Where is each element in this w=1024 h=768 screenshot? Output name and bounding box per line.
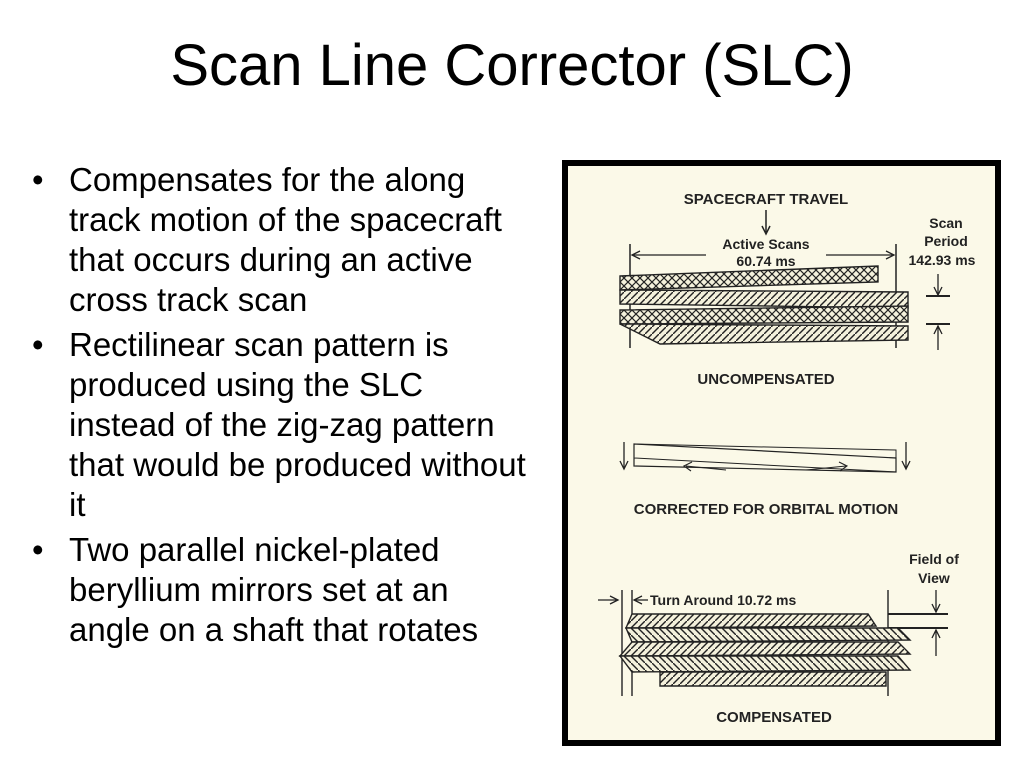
compensated-scan-strip xyxy=(660,672,886,686)
bullet-item xyxy=(28,325,528,525)
fov-label-2: View xyxy=(918,570,950,586)
active-scans-label: Active Scans xyxy=(722,236,810,252)
scan-diagram-svg xyxy=(568,166,995,740)
uncompensated-scan-strip xyxy=(620,306,908,324)
bullet-text: Rectilinear scan pattern is produced using the SLC instead of the zig-zag pattern that would be produced without it xyxy=(69,326,526,523)
slide-title: Scan Line Corrector (SLC) xyxy=(170,33,854,98)
uncompensated-scan-strip xyxy=(620,266,878,290)
bullet-item xyxy=(28,530,528,650)
scan-period-value: 142.93 ms xyxy=(908,252,976,268)
uncompensated-scan-strip xyxy=(620,290,908,308)
bullet-text: Two parallel nickel-plated beryllium mirrors set at an angle on a shaft that rotates xyxy=(69,531,479,648)
scan-period-label: Scan xyxy=(929,215,963,231)
scan-period-label-2: Period xyxy=(924,233,968,249)
bullet-list xyxy=(28,160,528,655)
fov-label: Field of xyxy=(909,551,959,567)
bullet-dot: • xyxy=(32,161,44,198)
compensated-scan-strip xyxy=(626,614,876,628)
uncompensated-label: UNCOMPENSATED xyxy=(697,371,835,388)
bullet-item xyxy=(28,160,528,320)
compensated-scan-strip xyxy=(626,628,910,642)
active-scans-value: 60.74 ms xyxy=(736,253,796,269)
compensated-scan-strip xyxy=(620,642,910,656)
bullet-dot: • xyxy=(32,326,44,363)
corrected-scan-bowtie xyxy=(634,444,896,472)
slc-scan-diagram xyxy=(562,160,1001,746)
bullet-dot: • xyxy=(32,531,44,568)
spacecraft-travel-label: SPACECRAFT TRAVEL xyxy=(683,191,849,208)
uncompensated-scan-strip xyxy=(620,324,908,344)
compensated-scan-strip xyxy=(620,656,910,672)
compensated-label: COMPENSATED xyxy=(716,709,832,726)
corrected-label: CORRECTED FOR ORBITAL MOTION xyxy=(633,501,899,518)
turn-around-label: Turn Around 10.72 ms xyxy=(650,592,797,608)
bullet-text: Compensates for the along track motion of the spacecraft that occurs during an active cross track scan xyxy=(69,161,502,318)
